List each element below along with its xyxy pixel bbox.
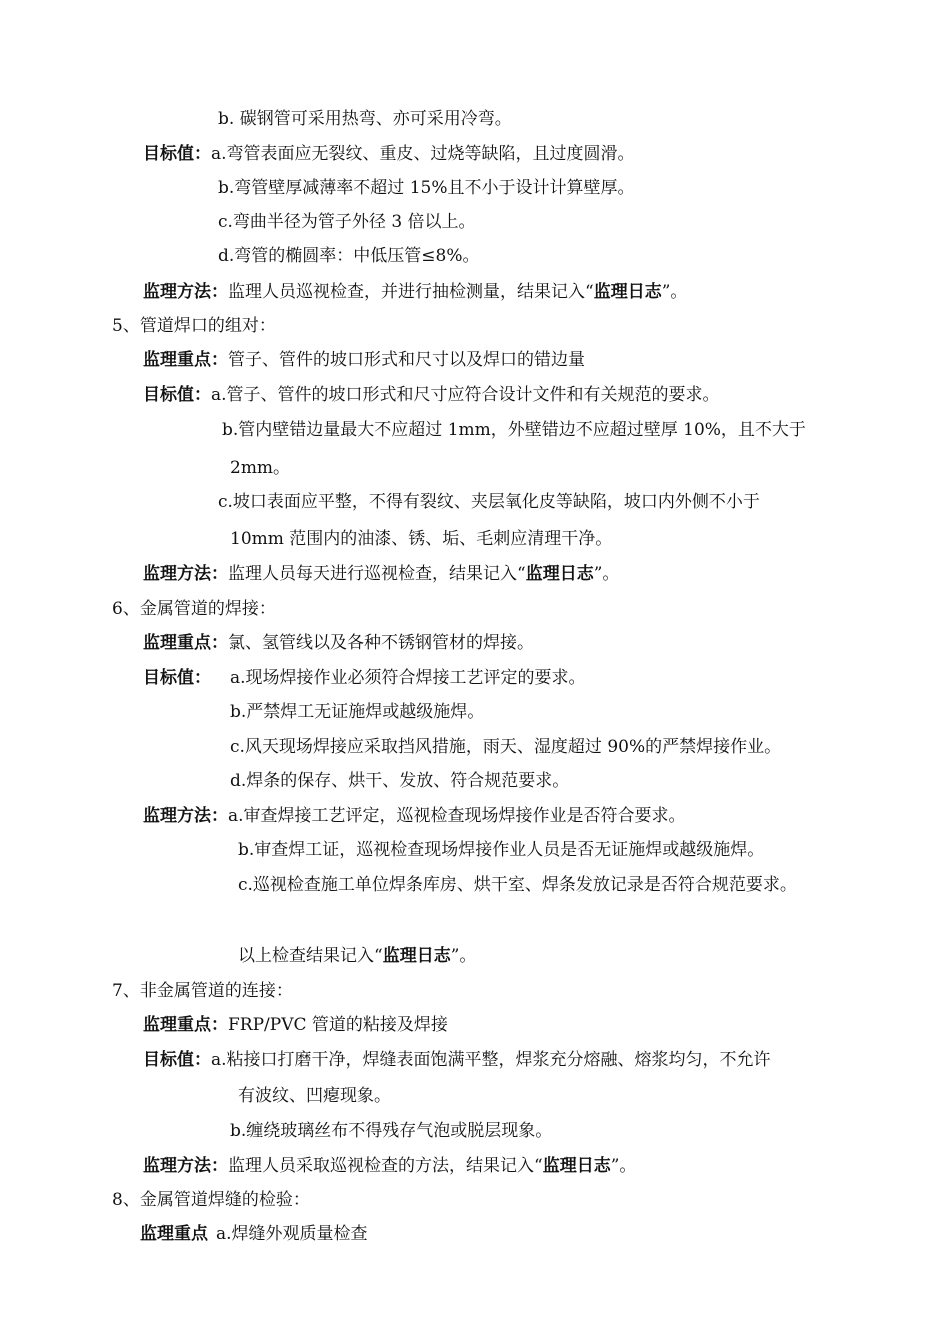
s6-method-row [143,805,686,827]
s5-target-c-line1: c.坡口表面应平整，不得有裂纹、夹层氧化皮等缺陷，坡口内外侧不小于 [218,492,760,512]
s6-summary-text: 以上检查结果记入“ [238,946,383,966]
s7-target-a-line2: 有波纹、凹瘪现象。 [238,1086,391,1106]
method-label: 监理方法： [143,806,228,826]
s8-focus-row [140,1223,368,1245]
s6-target-b: b.严禁焊工无证施焊或越级施焊。 [230,702,485,722]
log-name: 监理日志 [593,282,662,302]
s6-target-label [143,667,211,689]
s5-target-a: a.管子、管件的坡口形式和尺寸应符合设计文件和有关规范的要求。 [211,385,720,405]
method-label: 监理方法： [143,564,228,584]
s7-target-a-line1: a.粘接口打磨干净，焊缝表面饱满平整，焊浆充分熔融、熔浆均匀，不允许 [211,1050,771,1070]
s4-method-row [143,281,687,303]
s6-summary [238,945,476,967]
target-label: 目标值： [143,144,211,164]
focus-label: 监理重点： [143,1015,228,1035]
section-5-heading: 5、管道焊口的组对： [112,316,276,336]
s4-method-end: ”。 [661,282,688,302]
log-name: 监理日志 [382,946,451,966]
s4-method-text: 监理人员巡视检查，并进行抽检测量，结果记入“ [228,282,594,302]
s7-method-row [143,1155,636,1177]
method-label: 监理方法： [143,1156,228,1176]
log-name: 监理日志 [542,1156,611,1176]
s6-method-a: a.审查焊接工艺评定，巡视检查现场焊接作业是否符合要求。 [228,806,686,826]
target-label: 目标值： [143,668,211,688]
s4-target-a: a.弯管表面应无裂纹、重皮、过烧等缺陷，且过度圆滑。 [211,144,635,164]
s4-target-row [143,143,635,165]
s6-focus-text: 氯、氢管线以及各种不锈钢管材的焊接。 [228,633,534,653]
s5-target-b-line2: 2mm。 [230,458,291,478]
s5-method-row [143,563,619,585]
s5-method-end: ”。 [593,564,620,584]
s4-target-d: d.弯管的椭圆率：中低压管≤8%。 [218,246,480,266]
section-8-heading: 8、金属管道焊缝的检验： [112,1190,310,1210]
s7-method-end: ”。 [610,1156,637,1176]
s5-focus-text: 管子、管件的坡口形式和尺寸以及焊口的错边量 [228,350,585,370]
s7-focus-text: FRP/PVC 管道的粘接及焊接 [228,1015,448,1035]
s5-target-b-line1: b.管内壁错边量最大不应超过 1mm，外壁错边不应超过壁厚 10%，且不大于 [222,420,806,440]
s7-target-b: b.缠绕玻璃丝布不得残存气泡或脱层现象。 [230,1121,553,1141]
s7-target-row [143,1049,771,1071]
focus-label: 监理重点 [140,1224,208,1244]
section-7-heading: 7、非金属管道的连接： [112,981,293,1001]
s7-method-text: 监理人员采取巡视检查的方法，结果记入“ [228,1156,543,1176]
s6-target-a: a.现场焊接作业必须符合焊接工艺评定的要求。 [230,668,586,688]
s5-target-row [143,384,720,406]
s8-focus-text: a.焊缝外观质量检查 [216,1224,368,1244]
log-name: 监理日志 [525,564,594,584]
s4-target-b: b.弯管壁厚减薄率不超过 15%且不小于设计计算壁厚。 [218,178,635,198]
s6-target-d: d.焊条的保存、烘干、发放、符合规范要求。 [230,771,570,791]
s6-summary-end: ”。 [450,946,477,966]
s6-method-c: c.巡视检查施工单位焊条库房、烘干室、焊条发放记录是否符合规范要求。 [238,875,797,895]
target-label: 目标值： [143,385,211,405]
s7-focus-row [143,1014,448,1036]
s5-focus-row [143,349,585,371]
focus-label: 监理重点： [143,633,228,653]
s6-method-b: b.审查焊工证，巡视检查现场焊接作业人员是否无证施焊或越级施焊。 [238,840,765,860]
method-label: 监理方法： [143,282,228,302]
s5-method-text: 监理人员每天进行巡视检查，结果记入“ [228,564,526,584]
s6-focus-row [143,632,534,654]
bend-item-b: b. 碳钢管可采用热弯、亦可采用冷弯。 [218,109,512,129]
section-6-heading: 6、金属管道的焊接： [112,599,276,619]
focus-label: 监理重点： [143,350,228,370]
s6-target-c: c.风天现场焊接应采取挡风措施，雨天、湿度超过 90%的严禁焊接作业。 [230,737,782,757]
s5-target-c-line2: 10mm 范围内的油漆、锈、垢、毛刺应清理干净。 [230,529,613,549]
target-label: 目标值： [143,1050,211,1070]
s4-target-c: c.弯曲半径为管子外径 3 倍以上。 [218,212,476,232]
